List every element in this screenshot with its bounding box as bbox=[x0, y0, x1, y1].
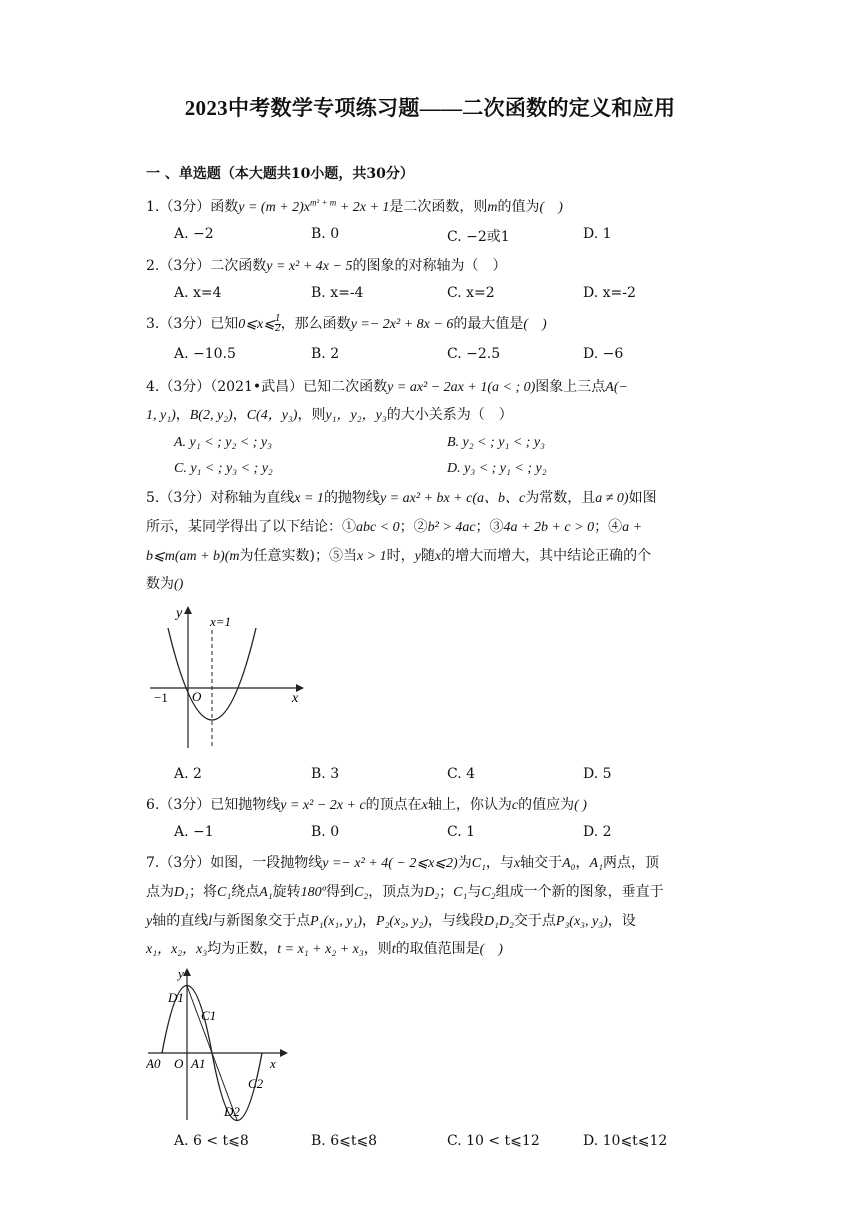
q7-option-c: C. 10 < t⩽12 bbox=[447, 1133, 540, 1149]
q6-option-d: D. 2 bbox=[583, 824, 612, 840]
q4-option-a: A. y₁ < ; y₂ < ; y₃ bbox=[174, 435, 273, 450]
question-5-line-4: 数为() bbox=[146, 576, 184, 592]
q4-option-d: D. y₃ < ; y₁ < ; y₂ bbox=[447, 461, 547, 476]
label-a0: A0 bbox=[146, 1056, 161, 1071]
q4-option-b: B. y₂ < ; y₁ < ; y₃ bbox=[447, 435, 546, 450]
fraction-one-half: $\frac{1}{2}$ bbox=[274, 313, 281, 334]
q2-option-b: B. x=-4 bbox=[311, 285, 364, 301]
origin-label: O bbox=[174, 1056, 184, 1071]
neg-one-label: −1 bbox=[154, 690, 168, 705]
q3-option-b: B. 2 bbox=[311, 346, 340, 362]
page-title: 2023中考数学专项练习题——二次函数的定义和应用 bbox=[184, 96, 676, 120]
y-axis-arrow bbox=[183, 968, 191, 976]
q2-option-a: A. x=4 bbox=[174, 285, 222, 301]
q1-option-a: A. −2 bbox=[174, 226, 214, 242]
question-4-line-2: 1, y₁)，B(2, y₂)，C(4，y₃)，则y₁，y₂，y₃的大小关系为（ ） bbox=[146, 407, 513, 423]
x-axis-label: x bbox=[270, 1056, 276, 1071]
question-4-line-1: 4.（3分）（2021•武昌）已知二次函数y = ax² − 2ax + 1(a < ; 0)图象上三点A(− bbox=[146, 379, 628, 395]
symmetry-label: x=1 bbox=[210, 614, 232, 629]
label-d1: D1 bbox=[168, 990, 184, 1005]
q6-option-b: B. 0 bbox=[311, 824, 340, 840]
question-7-line-2: 点为D₁；将C₁绕点A₁旋转180º得到C₂，顶点为D₂；C₁与C₂组成一个新的图象，垂直于 bbox=[146, 884, 664, 900]
q7-option-a: A. 6 < t⩽8 bbox=[174, 1133, 249, 1149]
question-5-line-3: b⩽m(am + b)(m为任意实数)；⑤当x > 1时，y随x的增大而增大，其中结论正确的个 bbox=[146, 548, 652, 564]
q7-rotated-parabola-graph bbox=[146, 962, 291, 1124]
q1-option-c: C. −2或1 bbox=[447, 229, 510, 245]
question-5-line-2: 所示，某同学得出了以下结论：①abc < 0；②b² > 4ac；③4a + 2b + c > 0；④a + bbox=[146, 519, 643, 535]
q7-option-d: D. 10⩽t⩽12 bbox=[583, 1133, 668, 1149]
q3-option-c: C. −2.5 bbox=[447, 346, 501, 362]
question-7-line-4: x₁，x₂，x₃均为正数，t = x₁ + x₂ + x₃，则t的取值范围是( ) bbox=[146, 941, 503, 957]
label-c1: C1 bbox=[201, 1008, 217, 1023]
q5-option-d: D. 5 bbox=[583, 766, 612, 782]
question-7-line-3: y轴的直线l与新图象交于点P₁(x₁, y₁)，P₂(x₂, y₂)，与线段D₁D₂交于点P₃(x₃, y₃)，设 bbox=[146, 913, 636, 929]
q3-option-a: A. −10.5 bbox=[174, 346, 236, 362]
label-a1: A1 bbox=[191, 1056, 206, 1071]
q4-option-c: C. y₁ < ; y₃ < ; y₂ bbox=[174, 461, 273, 476]
label-c2: C2 bbox=[248, 1076, 264, 1091]
question-6: 6.（3分）已知抛物线y = x² − 2x + c的顶点在x轴上，你认为c的值应为( ) bbox=[146, 797, 587, 813]
q3-option-d: D. −6 bbox=[583, 346, 624, 362]
y-axis-arrow bbox=[184, 606, 192, 614]
question-5-line-1: 5.（3分）对称轴为直线x = 1的抛物线y = ax² + bx + c(a、b、c为常数，且a ≠ 0)如图 bbox=[146, 490, 657, 506]
q5-parabola-graph bbox=[146, 600, 306, 755]
q5-option-a: A. 2 bbox=[174, 766, 202, 782]
question-7-line-1: 7.（3分）如图，一段抛物线y =− x² + 4( − 2⩽x⩽2)为C₁，与x轴交于A₀，A₁两点，顶 bbox=[146, 855, 659, 871]
label-d2: D2 bbox=[224, 1104, 240, 1119]
q1-option-d: D. 1 bbox=[583, 226, 612, 242]
x-axis-arrow bbox=[280, 1049, 288, 1057]
question-3: 3.（3分）已知0⩽x⩽ $\frac{1}{2}$ ，那么函数y =− 2x² + 8x − 6的最大值是( ) bbox=[146, 313, 547, 334]
q5-option-b: B. 3 bbox=[311, 766, 340, 782]
q6-option-a: A. −1 bbox=[174, 824, 214, 840]
q5-option-c: C. 4 bbox=[447, 766, 476, 782]
q2-option-d: D. x=-2 bbox=[583, 285, 636, 301]
q1-option-b: B. 0 bbox=[311, 226, 340, 242]
q7-option-b: B. 6⩽t⩽8 bbox=[311, 1133, 378, 1149]
q6-option-c: C. 1 bbox=[447, 824, 476, 840]
y-axis-label: y bbox=[176, 606, 183, 621]
origin-label: O bbox=[192, 689, 202, 704]
y-axis-label: y bbox=[178, 966, 184, 981]
section-heading: 一 、单选题（本大题共10小题，共30分） bbox=[146, 166, 414, 182]
question-1: 1.（3分）函数$y = (m + 2)x^{m^2 + m} + 2x + 1$是二次函数，则m的值为( ) bbox=[146, 197, 563, 215]
question-2: 2.（3分）二次函数y = x² + 4x − 5的图象的对称轴为（ ） bbox=[146, 258, 507, 274]
q2-option-c: C. x=2 bbox=[447, 285, 495, 301]
x-axis-label: x bbox=[292, 691, 299, 706]
